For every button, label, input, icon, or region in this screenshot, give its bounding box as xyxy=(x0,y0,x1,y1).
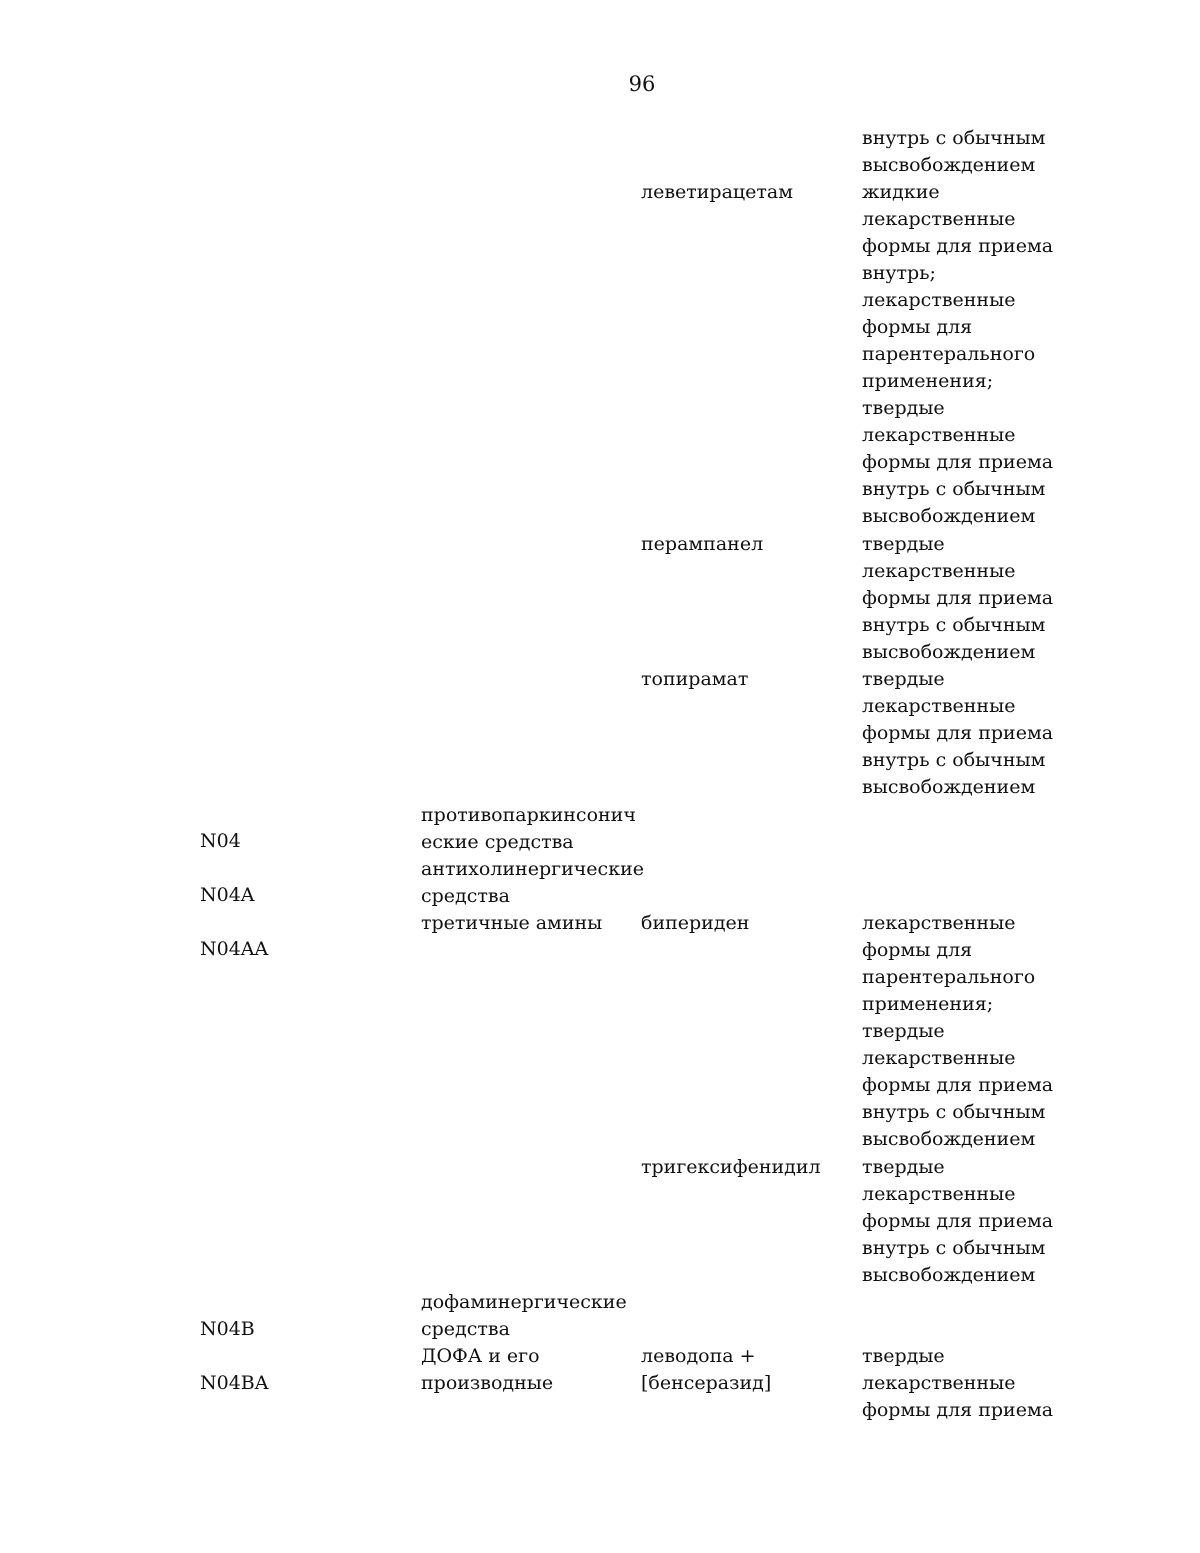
dosage-form-line: применения; xyxy=(862,370,994,392)
classification-text: антихолинергические xyxy=(421,858,644,880)
dosage-form-line: высвобождением xyxy=(862,154,1036,176)
dosage-form-line: формы для приема xyxy=(862,587,1054,609)
dosage-form-line: лекарственные xyxy=(862,912,1016,934)
dosage-form-line: жидкие xyxy=(862,181,940,203)
dosage-form-line: лекарственные xyxy=(862,289,1016,311)
dosage-form-line: внутрь с обычным xyxy=(862,127,1046,149)
drug-name: [бенсеразид] xyxy=(641,1372,772,1394)
dosage-form-line: лекарственные xyxy=(862,1372,1016,1394)
dosage-form-line: лекарственные xyxy=(862,1047,1016,1069)
dosage-form-line: внутрь с обычным xyxy=(862,749,1046,771)
classification-text: противопаркинсонич xyxy=(421,804,636,826)
dosage-form-line: формы для xyxy=(862,939,973,961)
drug-name: топирамат xyxy=(641,668,749,690)
dosage-form-line: внутрь с обычным xyxy=(862,478,1046,500)
classification-text: средства xyxy=(421,885,510,907)
dosage-form-line: твердые xyxy=(862,1156,945,1178)
dosage-form-line: внутрь с обычным xyxy=(862,1101,1046,1123)
dosage-form-line: высвобождением xyxy=(862,641,1036,663)
dosage-form-line: лекарственные xyxy=(862,560,1016,582)
page-number: 96 xyxy=(628,72,656,96)
dosage-form-line: внутрь; xyxy=(862,262,936,284)
dosage-form-line: лекарственные xyxy=(862,1183,1016,1205)
dosage-form-line: твердые xyxy=(862,668,945,690)
classification-text: ДОФА и его xyxy=(421,1345,540,1367)
classification-text: еские средства xyxy=(421,831,574,853)
classification-text: производные xyxy=(421,1372,554,1394)
dosage-form-line: внутрь с обычным xyxy=(862,1237,1046,1259)
dosage-form-line: парентерального xyxy=(862,343,1036,365)
drug-name: леводопа + xyxy=(641,1345,756,1367)
dosage-form-line: формы для приема xyxy=(862,235,1054,257)
dosage-form-line: лекарственные xyxy=(862,695,1016,717)
drug-name: тригексифенидил xyxy=(641,1156,821,1178)
drug-name: перампанел xyxy=(641,533,764,555)
dosage-form-line: твердые xyxy=(862,1020,945,1042)
dosage-form-line: твердые xyxy=(862,1345,945,1367)
atc-code: N04AA xyxy=(200,938,269,960)
dosage-form-line: внутрь с обычным xyxy=(862,614,1046,636)
classification-text: средства xyxy=(421,1318,510,1340)
dosage-form-line: высвобождением xyxy=(862,1264,1036,1286)
dosage-form-line: парентерального xyxy=(862,966,1036,988)
dosage-form-line: формы для приема xyxy=(862,1074,1054,1096)
classification-text: дофаминергические xyxy=(421,1291,627,1313)
dosage-form-line: формы для приема xyxy=(862,451,1054,473)
atc-code: N04 xyxy=(200,830,241,852)
drug-name: бипериден xyxy=(641,912,750,934)
dosage-form-line: применения; xyxy=(862,993,994,1015)
dosage-form-line: формы для приема xyxy=(862,1399,1054,1421)
drug-name: леветирацетам xyxy=(641,181,793,203)
dosage-form-line: твердые xyxy=(862,533,945,555)
dosage-form-line: твердые xyxy=(862,397,945,419)
atc-code: N04BA xyxy=(200,1372,269,1394)
dosage-form-line: формы для xyxy=(862,316,973,338)
dosage-form-line: высвобождением xyxy=(862,505,1036,527)
dosage-form-line: лекарственные xyxy=(862,208,1016,230)
atc-code: N04B xyxy=(200,1318,255,1340)
dosage-form-line: формы для приема xyxy=(862,722,1054,744)
dosage-form-line: формы для приема xyxy=(862,1210,1054,1232)
classification-text: третичные амины xyxy=(421,912,603,934)
dosage-form-line: высвобождением xyxy=(862,776,1036,798)
dosage-form-line: высвобождением xyxy=(862,1128,1036,1150)
dosage-form-line: лекарственные xyxy=(862,424,1016,446)
atc-code: N04A xyxy=(200,884,255,906)
